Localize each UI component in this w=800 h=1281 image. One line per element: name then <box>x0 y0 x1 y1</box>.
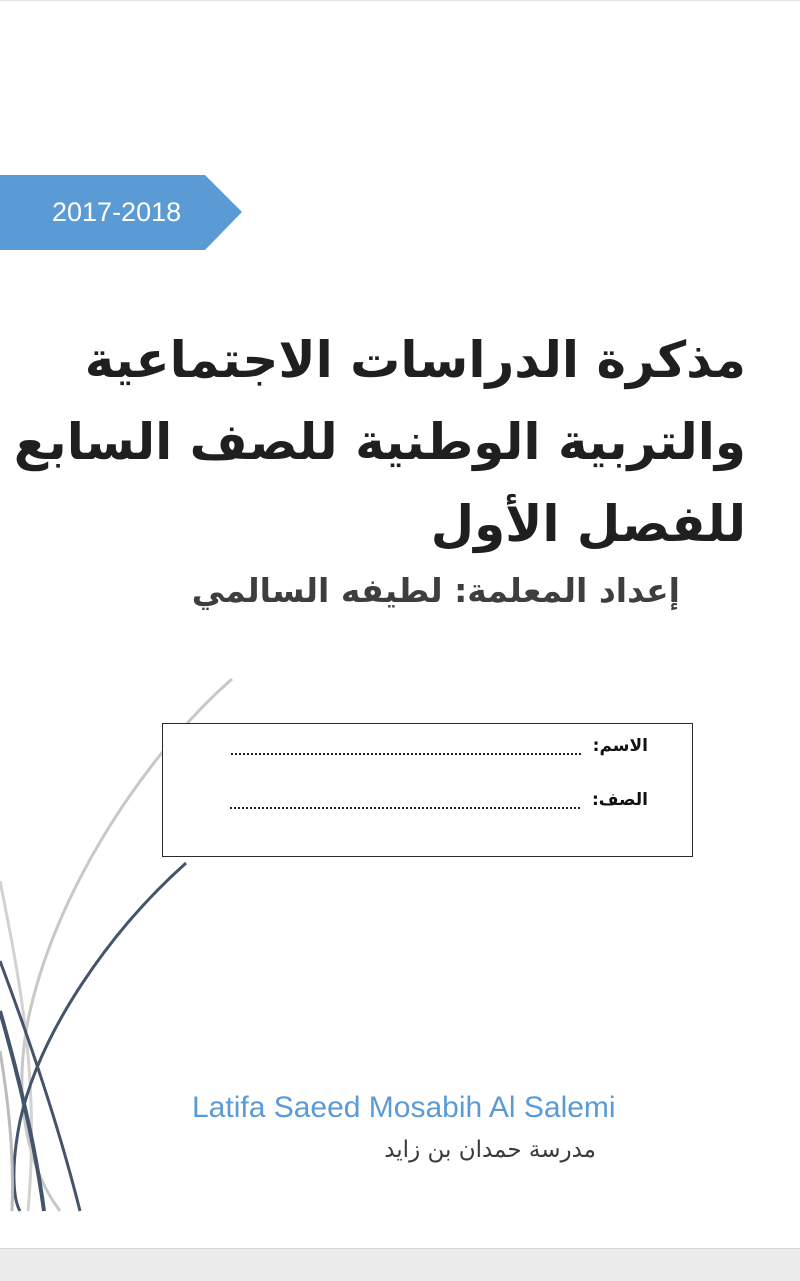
curve-dark-1 <box>14 863 186 1211</box>
curve-light-3 <box>0 1051 13 1211</box>
student-class-field[interactable] <box>230 790 648 820</box>
document-title <box>13 319 746 565</box>
title-line-1: مذكرة الدراسات الاجتماعية <box>84 331 746 389</box>
student-name-dotted-line[interactable] <box>231 737 581 755</box>
year-label: 2017-2018 <box>52 197 182 227</box>
page-bottom-edge <box>0 1248 800 1281</box>
author-name-english: Latifa Saeed Mosabih Al Salemi <box>192 1091 616 1124</box>
title-line-2: والتربية الوطنية للصف السابع <box>13 413 746 471</box>
student-class-dotted-line[interactable] <box>230 791 580 809</box>
year-banner <box>0 175 242 250</box>
student-name-field[interactable] <box>231 736 648 766</box>
title-line-3: للفصل الأول <box>430 495 746 553</box>
student-class-label: الصف: <box>591 790 648 810</box>
student-name-label: الاسم: <box>592 736 648 756</box>
school-name: مدرسة حمدان بن زايد <box>384 1137 596 1163</box>
prepared-by-line: إعداد المعلمة: لطيفه السالمي <box>191 571 680 610</box>
student-info-box <box>162 723 693 857</box>
